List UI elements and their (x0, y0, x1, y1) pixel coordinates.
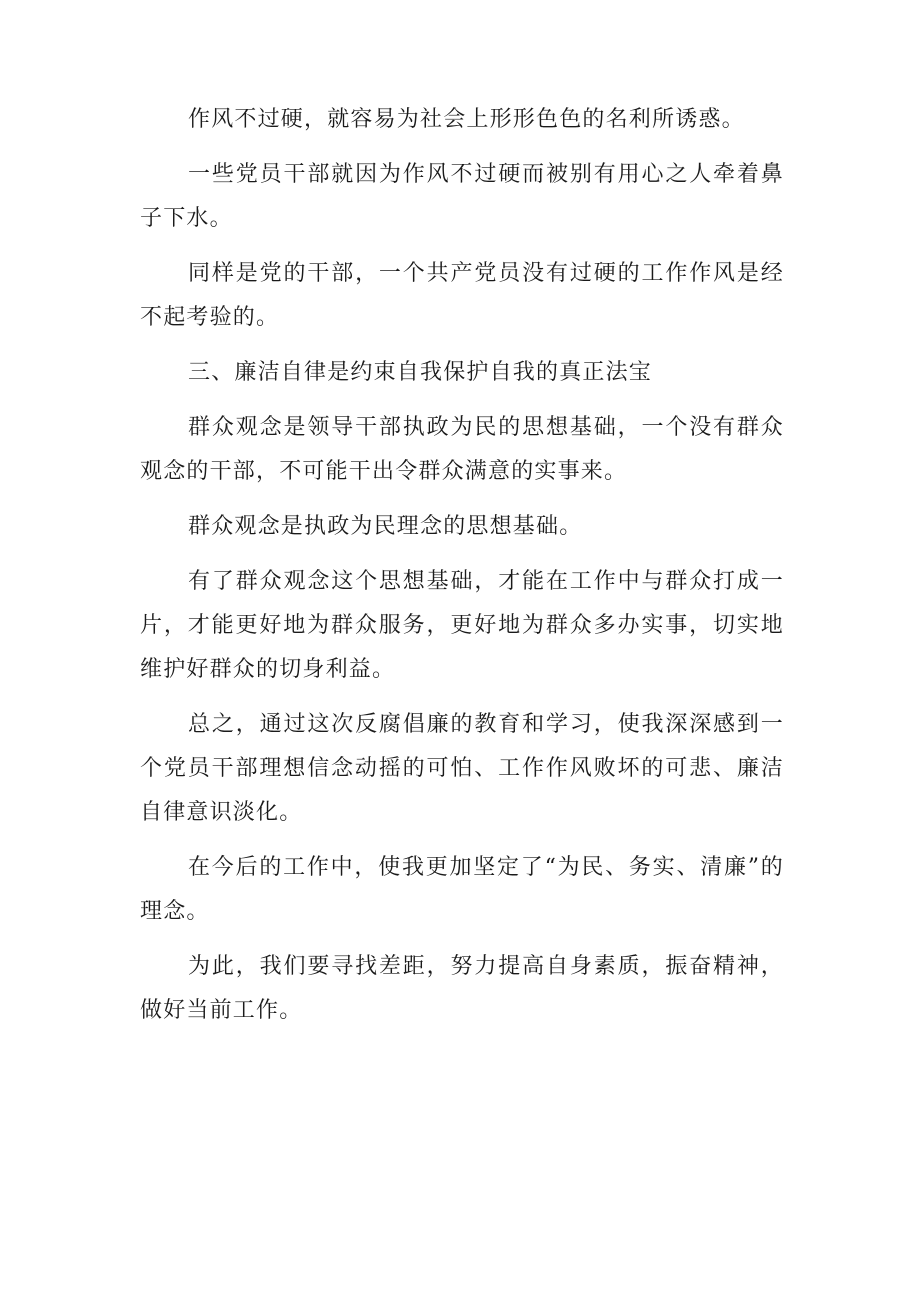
paragraph: 群众观念是领导干部执政为民的思想基础，一个没有群众观念的干部，不可能干出令群众满意的实事来。 (140, 415, 784, 484)
paragraph: 为此，我们要寻找差距，努力提高自身素质，振奋精神，做好当前工作。 (140, 954, 784, 1023)
paragraph: 同样是党的干部，一个共产党员没有过硬的工作作风是经不起考验的。 (140, 261, 784, 330)
paragraph: 作风不过硬，就容易为社会上形形色色的名利所诱惑。 (188, 107, 745, 132)
paragraph: 有了群众观念这个思想基础，才能在工作中与群众打成一片，才能更好地为群众服务，更好地为群众多办实事，切实地维护好群众的切身利益。 (140, 569, 784, 682)
paragraph: 群众观念是执政为民理念的思想基础。 (188, 514, 583, 539)
section-heading: 三、廉洁自律是约束自我保护自我的真正法宝 (188, 360, 653, 385)
paragraph: 总之，通过这次反腐倡廉的教育和学习，使我深深感到一个党员干部理想信念动摇的可怕、工作作风败坏的可悲、廉洁自律意识淡化。 (140, 712, 784, 825)
document-body (140, 98, 784, 1044)
paragraph: 在今后的工作中，使我更加坚定了“为民、务实、清廉”的理念。 (140, 855, 784, 924)
paragraph: 一些党员干部就因为作风不过硬而被别有用心之人牵着鼻子下水。 (140, 162, 784, 231)
